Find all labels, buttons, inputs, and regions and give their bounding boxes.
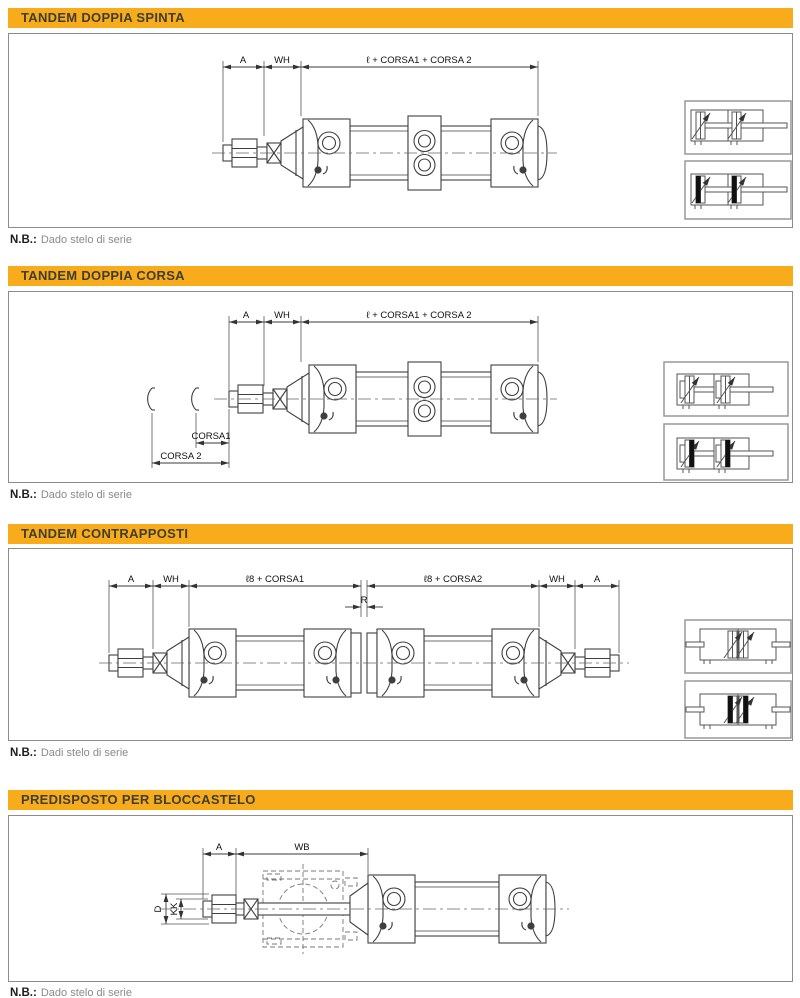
tandem-contrapposti-drawing [9,549,792,740]
opposed-cylinders [99,629,629,697]
dim-label-total: ℓ + CORSA1 + CORSA 2 [366,310,472,321]
note-text: Dado stelo di serie [40,489,132,501]
section-header-tandem-doppia-corsa: TANDEM DOPPIA CORSA [8,266,793,286]
note-text: Dado stelo di serie [40,234,132,246]
dim-label-a-left: A [127,574,135,585]
pneumatic-symbol-boxes [685,620,791,738]
note-tandem-contrapposti [10,747,128,759]
dim-label-corsa2: CORSA 2 [160,451,202,462]
dim-label-l2: ℓ8 + CORSA2 [423,574,483,585]
note-prefix: N.B.: [10,987,37,998]
dim-label-a: A [215,842,223,853]
dim-label-d: D [153,905,164,913]
dim-label-a-right: A [593,574,601,585]
dim-label-a: A [242,310,250,321]
pneumatic-symbol-boxes [685,101,791,219]
dim-label-r: R [360,595,368,606]
section-panel-tandem-doppia-corsa [8,291,793,483]
note-prefix: N.B.: [10,234,37,246]
predisposto-per-bloccastelo-drawing [9,816,792,981]
stroke2-rod-tip-phantom [148,388,155,410]
note-tandem-doppia-corsa [10,489,132,501]
dim-label-kk: KK [169,902,180,916]
dim-label-wb: WB [294,842,310,853]
dim-label-wh: WH [274,310,290,321]
note-predisposto-per-bloccastelo [10,987,132,998]
dim-label-total: ℓ + CORSA1 + CORSA 2 [366,55,472,66]
note-tandem-doppia-spinta [10,234,132,246]
stroke1-rod-tip-phantom [192,388,199,410]
section-header-predisposto-per-bloccastelo: PREDISPOSTO PER BLOCCASTELO [8,790,793,810]
note-text: Dado stelo di serie [40,987,132,998]
section-panel-tandem-doppia-spinta [8,33,793,228]
pneumatic-symbol-boxes [664,362,788,480]
section-header-tandem-contrapposti: TANDEM CONTRAPPOSTI [8,524,793,544]
dim-label-a: A [239,55,247,66]
dim-label-corsa1: CORSA1 [191,431,231,442]
dim-label-wh-right: WH [549,574,565,585]
tandem-doppia-spinta-drawing [9,34,792,227]
tandem-cylinder [214,362,557,436]
tandem-doppia-corsa-drawing [9,292,792,482]
stroke-position-markers [148,388,231,468]
section-panel-tandem-contrapposti [8,548,793,741]
dim-label-wh: WH [274,55,290,66]
cylinder [159,875,569,943]
note-prefix: N.B.: [10,489,37,501]
dim-label-l1: ℓ8 + CORSA1 [245,574,305,585]
note-prefix: N.B.: [10,747,37,759]
section-panel-predisposto-per-bloccastelo [8,815,793,982]
section-header-tandem-doppia-spinta: TANDEM DOPPIA SPINTA [8,8,793,28]
note-text: Dadi stelo di serie [40,747,129,759]
dim-label-wh-left: WH [163,574,179,585]
